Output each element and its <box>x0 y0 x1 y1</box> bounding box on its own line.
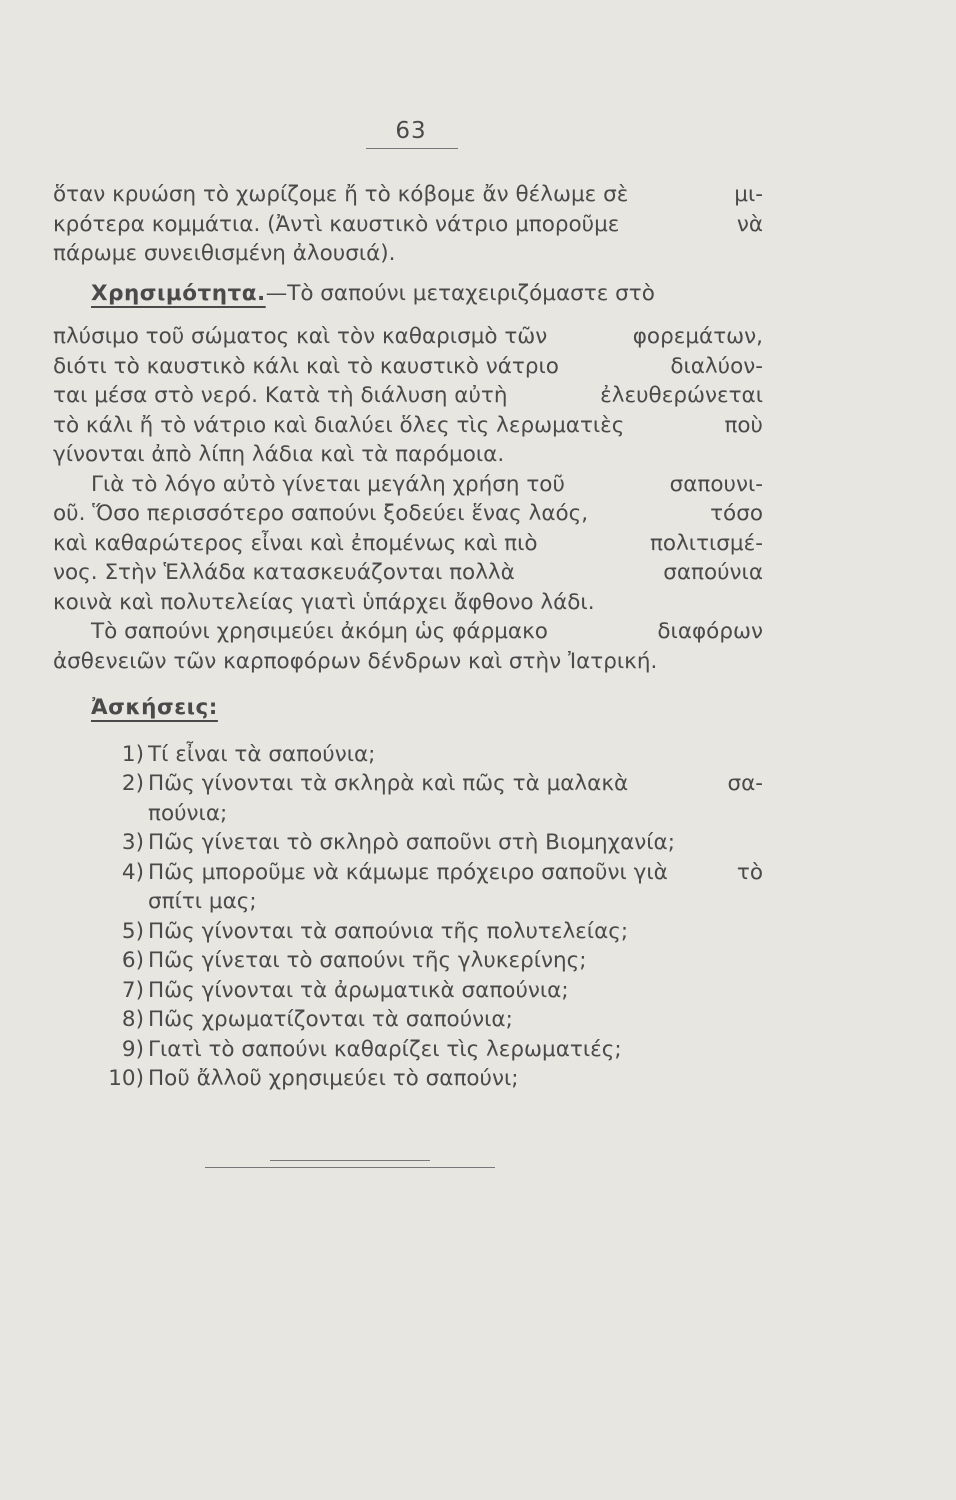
question-number: 4) <box>121 859 144 885</box>
question-text: Πῶς γίνεται τὸ σαπούνι τῆς γλυκερίνης; <box>148 948 587 973</box>
question-number: 10) <box>108 1066 144 1091</box>
question-text: Πῶς χρωματίζονται τὰ σαπούνια; <box>148 1007 513 1032</box>
paragraph-3 <box>53 470 763 618</box>
question-number: 7) <box>121 977 144 1003</box>
list-item <box>53 946 763 976</box>
text-line: καὶ καθαρώτερος εἶναι καὶ ἐπομένως καὶ πιὸ πολιτισμέ- <box>53 530 763 556</box>
paragraph-2 <box>53 279 763 470</box>
question-text: Πῶς μποροῦμε νὰ κάμωμε πρόχειρο σαποῦνι γιὰ τὸ <box>148 859 763 885</box>
list-item <box>53 740 763 770</box>
question-text: Πῶς γίνονται τὰ σκληρὰ καὶ πῶς τὰ μαλακὰ σα- <box>148 771 763 796</box>
page-number-rule <box>366 148 458 149</box>
text-line: διότι τὸ καυστικὸ κάλι καὶ τὸ καυστικὸ νάτριο διαλύον- <box>53 353 763 379</box>
text-line: πλύσιμο τοῦ σώματος καὶ τὸν καθαρισμὸ τῶν φορεμάτων, <box>53 324 763 349</box>
end-rule-short <box>270 1160 430 1161</box>
text-line: πάρωμε συνειθισμένη ἀλουσιά). <box>53 241 396 266</box>
list-item <box>53 769 763 799</box>
text-line: ἀσθενειῶν τῶν καρποφόρων δένδρων καὶ στὴν Ἰατρική. <box>53 648 658 674</box>
text-block <box>53 180 763 1094</box>
text-line: Γιὰ τὸ λόγο αὐτὸ γίνεται μεγάλη χρήση τοῦ σαπουνι- <box>91 471 763 497</box>
list-item <box>53 1005 763 1035</box>
list-item <box>53 828 763 858</box>
text-line: τὸ κάλι ἤ τὸ νάτριο καὶ διαλύει ὅλες τὶς λερωματιὲς ποὺ <box>53 412 763 438</box>
list-item <box>53 917 763 947</box>
text-line: νος. Στὴν Ἑλλάδα κατασκευάζονται πολλὰ σαπούνια <box>53 560 763 585</box>
question-continuation: πούνια; <box>148 800 228 826</box>
list-item <box>53 976 763 1006</box>
question-number: 6) <box>121 948 144 973</box>
end-rule-long <box>205 1167 495 1168</box>
text-line: ὅταν κρυώση τὸ χωρίζομε ἤ τὸ κόβομε ἄν θέλωμε σὲ μι- <box>53 182 763 207</box>
question-number: 3) <box>121 830 144 855</box>
question-number: 5) <box>121 918 144 944</box>
question-number: 1) <box>121 741 144 767</box>
text-line: ται μέσα στὸ νερό. Κατὰ τὴ διάλυση αὐτὴ ἐλευθερώνεται <box>53 383 763 408</box>
list-item <box>53 1035 763 1065</box>
exercise-list <box>53 740 763 1094</box>
question-text: Πῶς γίνονται τὰ σαπούνια τῆς πολυτελείας; <box>148 918 629 944</box>
text-line: κοινὰ καὶ πολυτελείας γιατὶ ὑπάρχει ἄφθονο λάδι. <box>53 589 595 615</box>
list-item <box>53 1064 763 1094</box>
paragraph-1 <box>53 180 763 269</box>
question-text: Γιατὶ τὸ σαπούνι καθαρίζει τὶς λερωματιές; <box>148 1036 622 1062</box>
list-item <box>53 858 763 888</box>
paragraph-4 <box>53 617 763 676</box>
question-number: 9) <box>121 1036 144 1062</box>
question-number: 8) <box>121 1007 144 1032</box>
text-line: Χρησιμότητα.—Τὸ σαπούνι μεταχειριζόμαστε στὸ <box>91 280 655 306</box>
question-text: Πῶς γίνονται τὰ ἀρωματικὰ σαπούνια; <box>148 977 569 1003</box>
section-heading: Χρησιμότητα. <box>91 280 266 306</box>
exercises-heading: Ἀσκήσεις: <box>91 695 218 720</box>
question-number: 2) <box>121 771 144 796</box>
page-number: 63 <box>395 118 427 144</box>
question-continuation: σπίτι μας; <box>148 889 257 914</box>
exercises-heading-row <box>53 693 763 723</box>
text-line: κρότερα κομμάτια. (Ἀντὶ καυστικὸ νάτριο μποροῦμε νὰ <box>53 211 763 237</box>
question-text: Πῶς γίνεται τὸ σκληρὸ σαποῦνι στὴ Βιομηχανία; <box>148 830 675 855</box>
text-line: Τὸ σαπούνι χρησιμεύει ἀκόμη ὡς φάρμακο διαφόρων <box>91 619 763 644</box>
question-text: Τί εἶναι τὰ σαπούνια; <box>148 741 376 767</box>
text-line: οῦ. Ὅσο περισσότερο σαπούνι ξοδεύει ἕνας λαός, τόσο <box>53 501 763 526</box>
text-line: γίνονται ἀπὸ λίπη λάδια καὶ τὰ παρόμοια. <box>53 442 505 467</box>
question-text: Ποῦ ἄλλοῦ χρησιμεύει τὸ σαπούνι; <box>148 1066 519 1091</box>
